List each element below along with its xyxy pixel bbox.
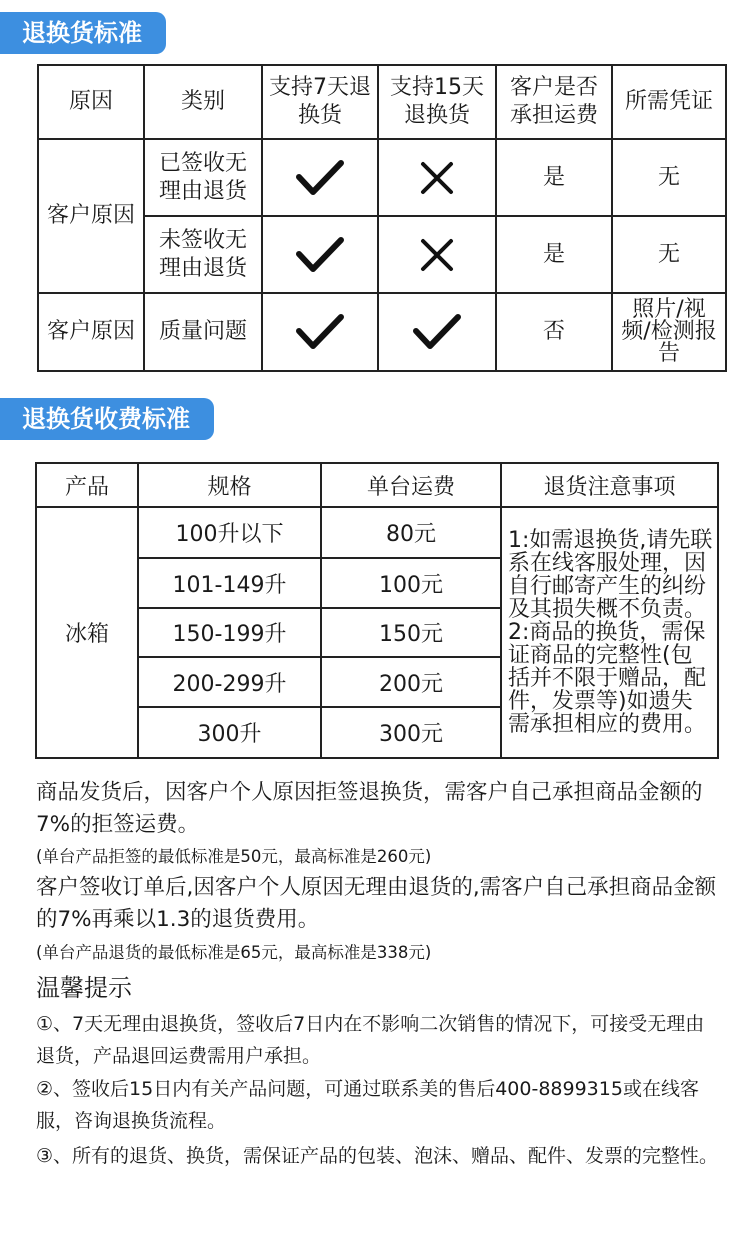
return-fee-note: (单台产品退货的最低标准是65元，最高标准是338元) [36,943,432,962]
section-title-return-standard: 退换货标准 [0,12,166,54]
header-cell: 支持15天退换货 [378,65,496,139]
tips-title: 温馨提示 [36,974,132,1002]
spec-cell: 150-199升 [138,608,321,657]
cross-icon [419,237,455,273]
checkmark-icon [296,159,344,197]
support15-cell [378,139,496,216]
table-row [36,507,718,558]
fee-cell: 300元 [321,707,501,758]
checkmark-icon [296,236,344,274]
spec-cell: 200-299升 [138,657,321,707]
fee-standard-table [35,462,719,759]
support7-cell [262,139,378,216]
support15-cell [378,216,496,293]
return-notes: 1:如需退换货,请先联系在线客服处理，因自行邮寄产生的纠纷及其损失概不负责。 2:商品的换货，需保证商品的完整性(包括并不限于赠品，配件，发票等)如遗失需承担相应的费用。 [501,507,718,758]
category-cell: 已签收无理由退货 [144,139,262,216]
tip-item: ②、签收后15日内有关产品问题，可通过联系美的售后400-8899315或在线客服，咨询退换货流程。 [36,1078,699,1132]
header-cell: 类别 [144,65,262,139]
freight-cell: 是 [496,216,612,293]
table-row [38,139,726,216]
cross-icon [419,160,455,196]
fee-cell: 80元 [321,507,501,558]
header-cell: 支持7天退换货 [262,65,378,139]
support7-cell [262,293,378,371]
category-cell: 未签收无理由退货 [144,216,262,293]
rejection-fee-text: 商品发货后，因客户个人原因拒签退换货，需客户自己承担商品金额的7%的拒签运费。 [36,780,703,837]
proof-cell: 无 [612,139,726,216]
checkmark-icon [413,313,461,351]
return-fee-text: 客户签收订单后,因客户个人原因无理由退货的,需客户自己承担商品金额的7%再乘以1.3的退货费用。 [36,875,717,932]
spec-cell: 101-149升 [138,558,321,608]
proof-cell: 无 [612,216,726,293]
header-cell: 退货注意事项 [501,463,718,507]
section-title-fee-standard: 退换货收费标准 [0,398,214,440]
checkmark-icon [296,313,344,351]
header-cell: 产品 [36,463,138,507]
freight-cell: 是 [496,139,612,216]
support7-cell [262,216,378,293]
table-header-row [38,65,726,139]
tip-item: ①、7天无理由退换货，签收后7日内在不影响二次销售的情况下，可接受无理由退货，产品退回运费需用户承担。 [36,1013,705,1067]
spec-cell: 300升 [138,707,321,758]
header-cell: 规格 [138,463,321,507]
header-cell: 客户是否承担运费 [496,65,612,139]
return-standard-table [37,64,727,372]
tip-item: ③、所有的退货、换货，需保证产品的包装、泡沫、赠品、配件、发票的完整性。 [36,1145,719,1167]
support15-cell [378,293,496,371]
reason-cell: 客户原因 [38,139,144,293]
table-header-row [36,463,718,507]
fee-cell: 150元 [321,608,501,657]
fee-cell: 200元 [321,657,501,707]
proof-cell: 照片/视频/检测报告 [612,293,726,371]
spec-cell: 100升以下 [138,507,321,558]
reason-cell: 客户原因 [38,293,144,371]
fee-cell: 100元 [321,558,501,608]
header-cell: 单台运费 [321,463,501,507]
rejection-fee-note: (单台产品拒签的最低标准是50元，最高标准是260元) [36,847,432,866]
product-cell: 冰箱 [36,507,138,758]
table-row [38,293,726,371]
category-cell: 质量问题 [144,293,262,371]
header-cell: 原因 [38,65,144,139]
freight-cell: 否 [496,293,612,371]
header-cell: 所需凭证 [612,65,726,139]
